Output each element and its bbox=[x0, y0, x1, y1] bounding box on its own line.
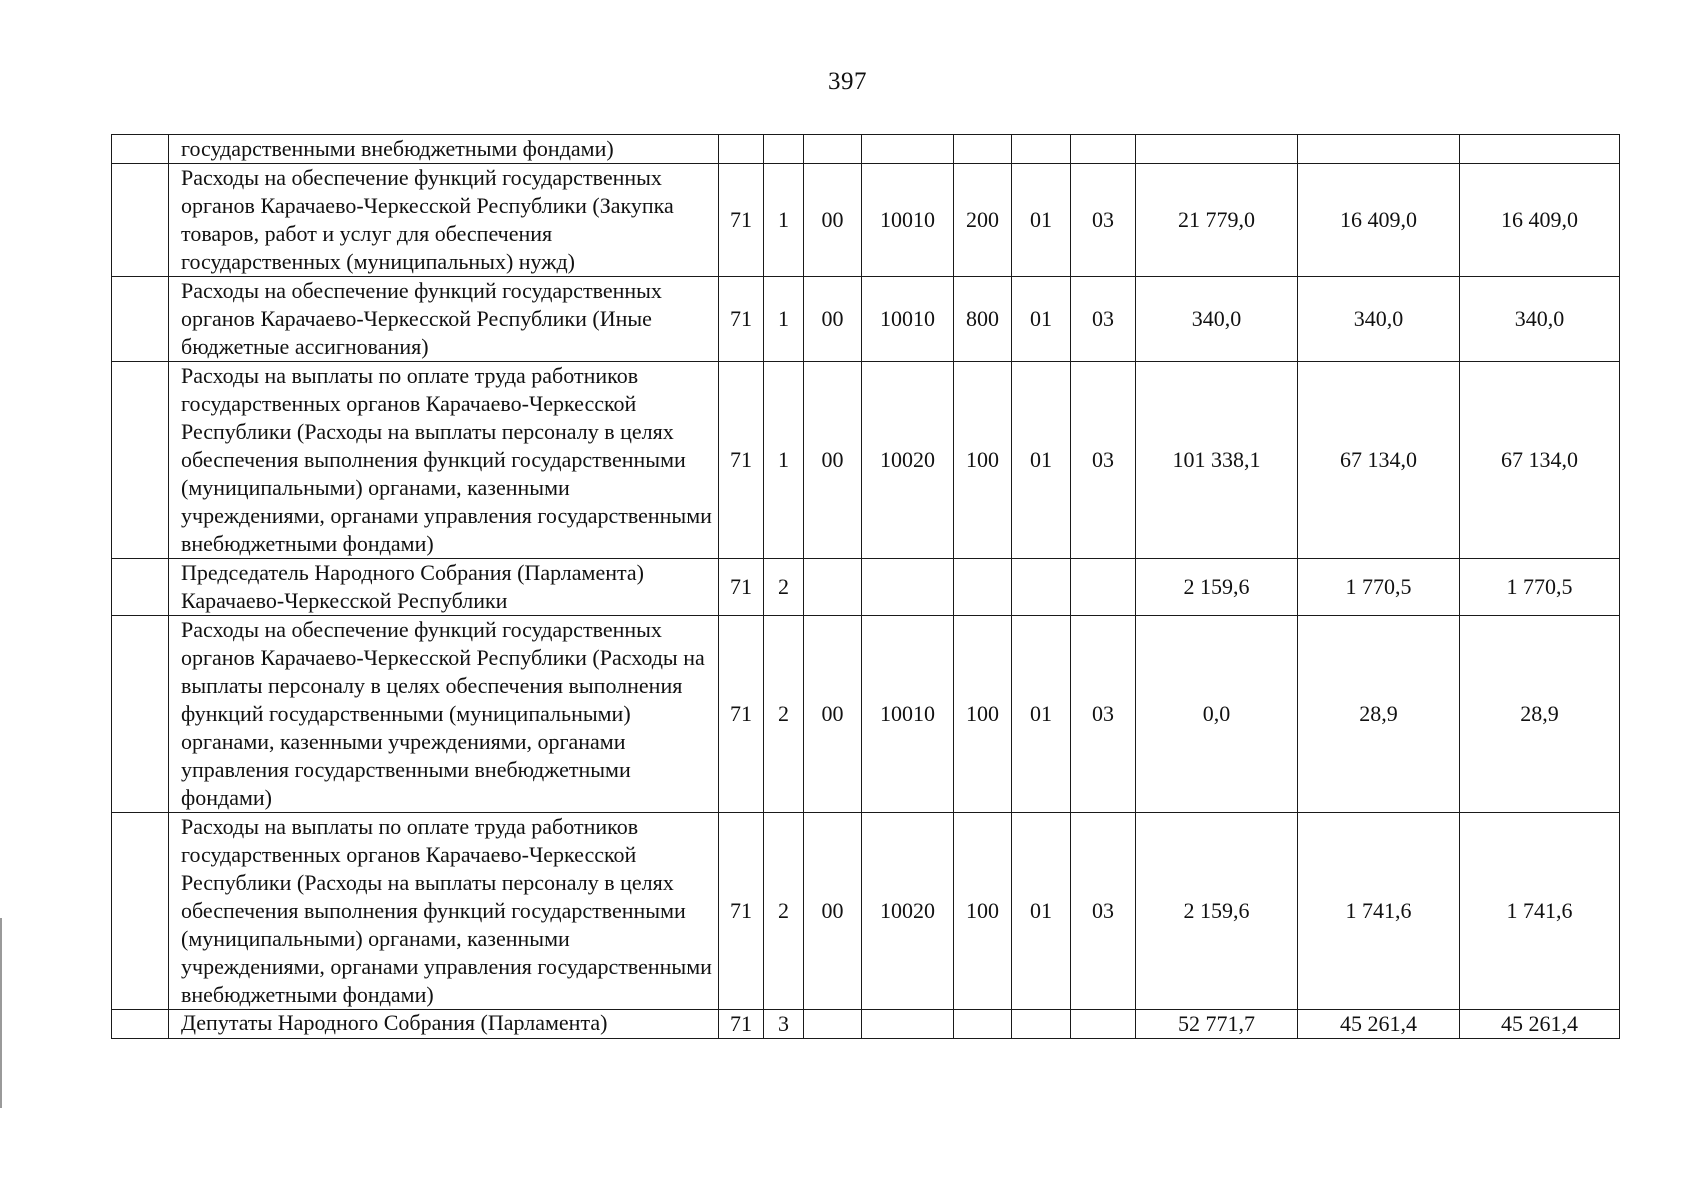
code-program-cell: 2 bbox=[764, 813, 804, 1010]
subsection-cell: 03 bbox=[1071, 277, 1136, 362]
code-subprogram-cell: 00 bbox=[804, 164, 862, 277]
description-cell: Расходы на выплаты по оплате труда работников государственных органов Карачаево-Черкесской Республики (Расходы на выплаты персоналу в целях обеспечения выполнения функций государственными (муниципальными) органами, казенными учреждениями, органами управления государственными внебюджетными фондами) bbox=[169, 362, 719, 559]
amount-year3-cell bbox=[1460, 135, 1620, 164]
code-admin-cell: 71 bbox=[719, 616, 764, 813]
amount-year3-cell: 340,0 bbox=[1460, 277, 1620, 362]
expense-type-cell: 100 bbox=[954, 362, 1012, 559]
amount-year2-cell bbox=[1298, 135, 1460, 164]
description-cell: государственными внебюджетными фондами) bbox=[169, 135, 719, 164]
code-program-cell bbox=[764, 135, 804, 164]
amount-year3-cell: 67 134,0 bbox=[1460, 362, 1620, 559]
expense-type-cell bbox=[954, 559, 1012, 616]
description-cell: Расходы на выплаты по оплате труда работников государственных органов Карачаево-Черкесской Республики (Расходы на выплаты персоналу в целях обеспечения выполнения функций государственными (муниципальными) органами, казенными учреждениями, органами управления государственными внебюджетными фондами) bbox=[169, 813, 719, 1010]
row-number-cell bbox=[112, 277, 169, 362]
code-admin-cell: 71 bbox=[719, 277, 764, 362]
amount-year3-cell: 45 261,4 bbox=[1460, 1010, 1620, 1039]
subsection-cell bbox=[1071, 559, 1136, 616]
subsection-cell bbox=[1071, 1010, 1136, 1039]
amount-year2-cell: 67 134,0 bbox=[1298, 362, 1460, 559]
amount-year1-cell: 0,0 bbox=[1136, 616, 1298, 813]
table-body bbox=[112, 135, 1620, 1039]
code-direction-cell bbox=[862, 135, 954, 164]
amount-year2-cell: 1 741,6 bbox=[1298, 813, 1460, 1010]
code-admin-cell: 71 bbox=[719, 1010, 764, 1039]
subsection-cell: 03 bbox=[1071, 813, 1136, 1010]
code-program-cell: 2 bbox=[764, 616, 804, 813]
expense-type-cell: 100 bbox=[954, 616, 1012, 813]
subsection-cell: 03 bbox=[1071, 616, 1136, 813]
description-cell: Депутаты Народного Собрания (Парламента) bbox=[169, 1010, 719, 1039]
amount-year2-cell: 1 770,5 bbox=[1298, 559, 1460, 616]
section-cell bbox=[1012, 135, 1071, 164]
amount-year3-cell: 28,9 bbox=[1460, 616, 1620, 813]
code-subprogram-cell bbox=[804, 1010, 862, 1039]
amount-year1-cell: 52 771,7 bbox=[1136, 1010, 1298, 1039]
table-row bbox=[112, 164, 1620, 277]
subsection-cell bbox=[1071, 135, 1136, 164]
amount-year2-cell: 16 409,0 bbox=[1298, 164, 1460, 277]
amount-year2-cell: 340,0 bbox=[1298, 277, 1460, 362]
code-admin-cell: 71 bbox=[719, 559, 764, 616]
code-program-cell: 1 bbox=[764, 362, 804, 559]
amount-year1-cell: 2 159,6 bbox=[1136, 813, 1298, 1010]
row-number-cell bbox=[112, 164, 169, 277]
amount-year1-cell bbox=[1136, 135, 1298, 164]
section-cell: 01 bbox=[1012, 813, 1071, 1010]
code-subprogram-cell bbox=[804, 559, 862, 616]
amount-year3-cell: 16 409,0 bbox=[1460, 164, 1620, 277]
scan-edge-mark bbox=[0, 918, 2, 1108]
subsection-cell: 03 bbox=[1071, 164, 1136, 277]
code-program-cell: 3 bbox=[764, 1010, 804, 1039]
description-cell: Расходы на обеспечение функций государственных органов Карачаево-Черкесской Республики (Иные бюджетные ассигнования) bbox=[169, 277, 719, 362]
row-number-cell bbox=[112, 813, 169, 1010]
amount-year1-cell: 2 159,6 bbox=[1136, 559, 1298, 616]
code-subprogram-cell: 00 bbox=[804, 277, 862, 362]
code-subprogram-cell bbox=[804, 135, 862, 164]
table-row bbox=[112, 559, 1620, 616]
row-number-cell bbox=[112, 362, 169, 559]
description-cell: Расходы на обеспечение функций государственных органов Карачаево-Черкесской Республики (Закупка товаров, работ и услуг для обеспечения государственных (муниципальных) нужд) bbox=[169, 164, 719, 277]
amount-year1-cell: 21 779,0 bbox=[1136, 164, 1298, 277]
table-row bbox=[112, 813, 1620, 1010]
table-row bbox=[112, 616, 1620, 813]
code-program-cell: 1 bbox=[764, 277, 804, 362]
row-number-cell bbox=[112, 559, 169, 616]
section-cell bbox=[1012, 1010, 1071, 1039]
code-direction-cell bbox=[862, 1010, 954, 1039]
table-row bbox=[112, 1010, 1620, 1039]
code-admin-cell bbox=[719, 135, 764, 164]
table-row bbox=[112, 362, 1620, 559]
page-number: 397 bbox=[828, 68, 867, 95]
code-direction-cell: 10010 bbox=[862, 277, 954, 362]
code-admin-cell: 71 bbox=[719, 813, 764, 1010]
amount-year1-cell: 340,0 bbox=[1136, 277, 1298, 362]
code-subprogram-cell: 00 bbox=[804, 362, 862, 559]
expense-type-cell bbox=[954, 1010, 1012, 1039]
code-program-cell: 2 bbox=[764, 559, 804, 616]
amount-year2-cell: 45 261,4 bbox=[1298, 1010, 1460, 1039]
table-row bbox=[112, 135, 1620, 164]
expense-type-cell bbox=[954, 135, 1012, 164]
description-cell: Председатель Народного Собрания (Парламента) Карачаево-Черкесской Республики bbox=[169, 559, 719, 616]
subsection-cell: 03 bbox=[1071, 362, 1136, 559]
amount-year3-cell: 1 741,6 bbox=[1460, 813, 1620, 1010]
table-row bbox=[112, 277, 1620, 362]
section-cell: 01 bbox=[1012, 616, 1071, 813]
code-admin-cell: 71 bbox=[719, 164, 764, 277]
code-direction-cell: 10010 bbox=[862, 616, 954, 813]
amount-year3-cell: 1 770,5 bbox=[1460, 559, 1620, 616]
description-cell: Расходы на обеспечение функций государственных органов Карачаево-Черкесской Республики (Расходы на выплаты персоналу в целях обеспечения выполнения функций государственными (муниципальными) органами, казенными учреждениями, органами управления государственными внебюджетными фондами) bbox=[169, 616, 719, 813]
section-cell: 01 bbox=[1012, 277, 1071, 362]
code-direction-cell bbox=[862, 559, 954, 616]
expense-type-cell: 200 bbox=[954, 164, 1012, 277]
section-cell: 01 bbox=[1012, 164, 1071, 277]
budget-table bbox=[111, 134, 1620, 1039]
code-direction-cell: 10020 bbox=[862, 813, 954, 1010]
code-direction-cell: 10020 bbox=[862, 362, 954, 559]
code-subprogram-cell: 00 bbox=[804, 813, 862, 1010]
amount-year1-cell: 101 338,1 bbox=[1136, 362, 1298, 559]
row-number-cell bbox=[112, 135, 169, 164]
row-number-cell bbox=[112, 616, 169, 813]
section-cell: 01 bbox=[1012, 362, 1071, 559]
amount-year2-cell: 28,9 bbox=[1298, 616, 1460, 813]
row-number-cell bbox=[112, 1010, 169, 1039]
code-program-cell: 1 bbox=[764, 164, 804, 277]
code-admin-cell: 71 bbox=[719, 362, 764, 559]
code-direction-cell: 10010 bbox=[862, 164, 954, 277]
section-cell bbox=[1012, 559, 1071, 616]
expense-type-cell: 100 bbox=[954, 813, 1012, 1010]
code-subprogram-cell: 00 bbox=[804, 616, 862, 813]
expense-type-cell: 800 bbox=[954, 277, 1012, 362]
